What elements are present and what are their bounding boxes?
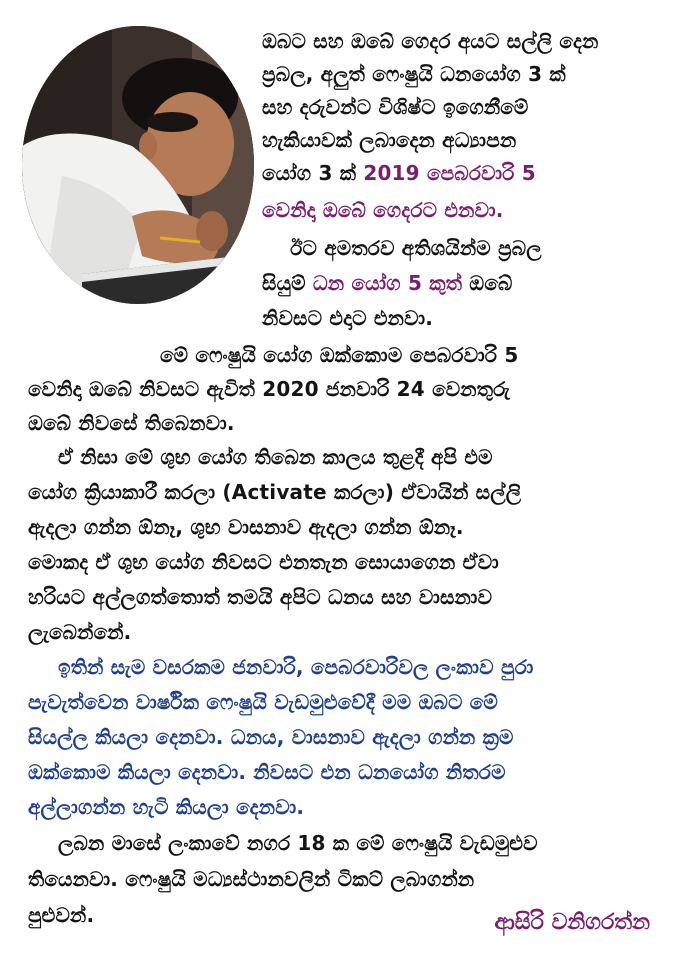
- text-line: තියෙනවා. ෆෙංෂුයි මධ්‍යස්ථානවලින් ටිකට් ලබාගන්න: [28, 867, 475, 891]
- text-line: නිවසට එදාට එනවා.: [262, 306, 434, 330]
- text-line: ඊට අමතරව අතිශයින්ම ප්‍රබල: [290, 236, 542, 260]
- text-line: මේ ෆෙංෂුයි යෝග ඔක්කොම පෙබරවාරි 5: [160, 343, 519, 367]
- text-line: වෙනිදා ඔබේ නිවසට ඇවිත් 2020 ජනවාරි 24 වෙනතුරු: [28, 377, 511, 401]
- highlight-date-cont: වෙනිදා ඔබේ ගෙදරට එනවා.: [262, 198, 504, 222]
- text-line: ඔබේ නිවසේ තිබෙනවා.: [28, 411, 235, 435]
- text-span: සියුම්: [262, 271, 313, 295]
- author-signature: ආසිරි වනිගරත්න: [494, 910, 650, 935]
- highlight-yoga: ධන යෝග 5 කුත්: [312, 271, 463, 295]
- text-line: ලබන මාසේ ලංකාවේ නගර 18 ක මේ ෆෙංෂුයි වැඩමුළුව: [58, 831, 538, 855]
- text-line: යෝග ක්‍රියාකාරී කරලා (Activate කරලා) ඒවායින් සල්ලි: [28, 480, 522, 504]
- text-span: ඔබේ: [462, 271, 513, 295]
- text-line-blue: අල්ලාගන්න හැටි කියලා දෙනවා.: [28, 795, 305, 819]
- text-line: මොකද ඒ ශුභ යෝග නිවසට එනතැන සොයාගෙන ඒවා: [28, 550, 499, 574]
- text-line: හැකියාවක් ලබාදෙන අධ්‍යාපන: [262, 128, 517, 152]
- author-photo-illustration: [22, 26, 254, 304]
- author-photo: [22, 26, 254, 304]
- text-line: ඇදලා ගන්න ඕනෑ, ශුභ වාසනාව ඇදලා ගන්න ඕනෑ.: [28, 515, 464, 539]
- text-line-blue: සියල්ල කියලා දෙනවා. ධනය, වාසනාව ඇදලා ගන්න ක්‍රම: [28, 725, 514, 749]
- text-line: ප්‍රබල, අලුත් ෆෙංෂුයි ධනයෝග 3 ක්: [262, 62, 566, 86]
- text-line-blue: පැවැත්වෙන වාර්ෂික ෆෙංෂුයි වැඩමුළුවේදී මම ඔබට මේ: [28, 690, 498, 714]
- text-line: ලැබෙන්නේ.: [28, 620, 132, 644]
- text-line: හරියට අල්ලගත්තොත් තමයි අපිට ධනය සහ වාසනාව: [28, 585, 493, 609]
- text-line: ඔබට සහ ඔබේ ගෙදර අයට සල්ලි දෙන: [262, 29, 599, 53]
- text-line-blue: ඉතින් සැම වසරකම ජනවාරි, පෙබරවාරිවල ලංකාව පුරා: [58, 655, 534, 679]
- text-line: සහ දරුවන්ට විශිෂ්ට ඉගෙනීමේ: [262, 95, 529, 119]
- text-span: යෝග 3 ක්: [262, 161, 364, 185]
- text-line: පුළුවන්.: [28, 903, 95, 927]
- highlight-date: 2019 පෙබරවාරි 5: [363, 161, 536, 185]
- text-line-date: [262, 158, 654, 188]
- text-line-blue: ඔක්කොම කියලා දෙනවා. නිවසට එන ධනයෝග නිතරම: [28, 760, 506, 784]
- text-line-highlight: [262, 268, 654, 298]
- text-line: ඒ නිසා මේ ශුභ යෝග තිබෙන කාලය තුළදී අපි එම: [58, 445, 493, 469]
